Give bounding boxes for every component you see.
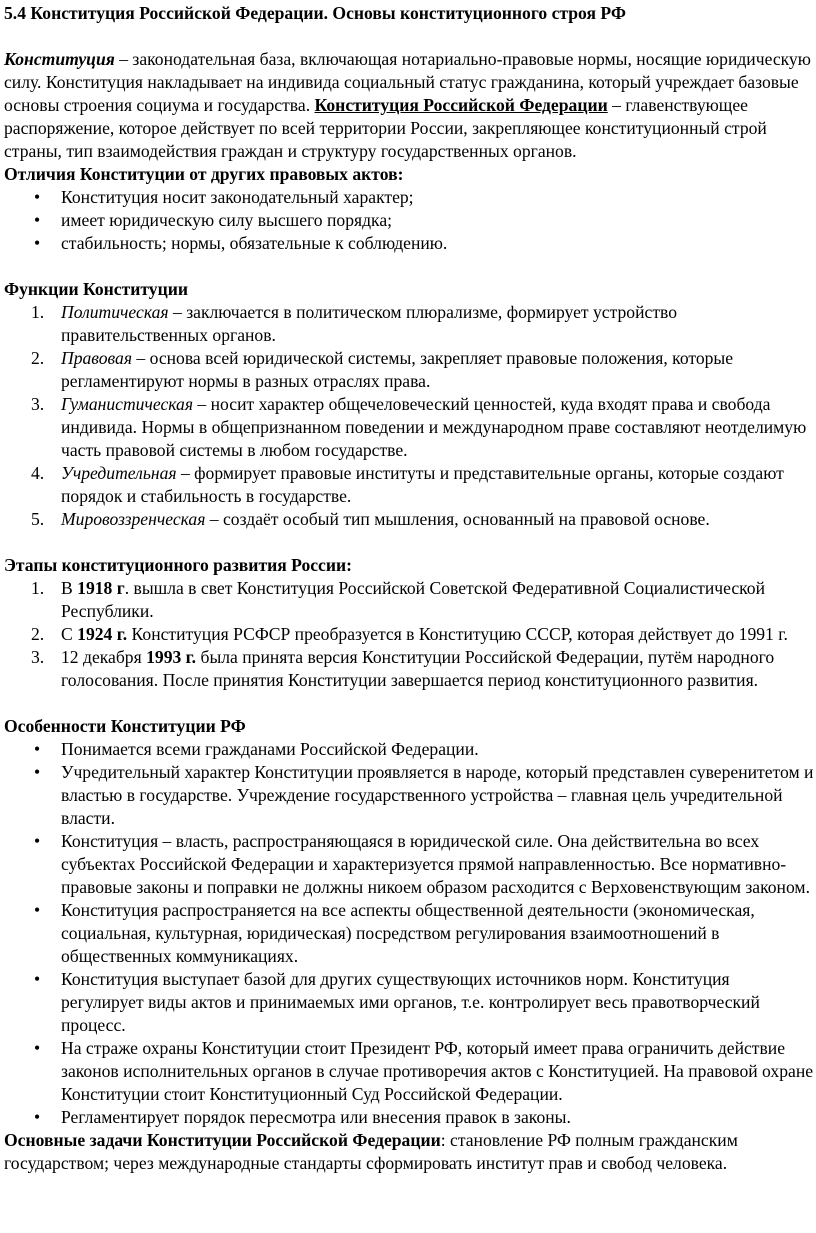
list-item: • Конституция – власть, распространяющаяся в юридической силе. Она действительна во всех субъектах Российской Федерации и характеризуется прямой направленностью. Все нормативно-правовые законы и поправки не должны никоем образом расходится с Верховенствующим законом. bbox=[4, 830, 814, 899]
function-text: – основа всей юридической системы, закрепляет правовые положения, которые регламентируют нормы в разных отраслях права. bbox=[61, 348, 734, 391]
page-title: 5.4 Конституция Российской Федерации. Основы конституционного строя РФ bbox=[4, 3, 626, 23]
list-item bbox=[4, 347, 814, 393]
list-item: • Конституция носит законодательный характер; bbox=[4, 186, 814, 209]
item-number: 1. bbox=[31, 578, 45, 598]
list-item: • имеет юридическую силу высшего порядка; bbox=[4, 209, 814, 232]
list-item: • стабильность; нормы, обязательные к соблюдению. bbox=[4, 232, 814, 255]
stage-year: 1918 г bbox=[77, 578, 125, 598]
item-number: 4. bbox=[31, 463, 45, 483]
list-item bbox=[4, 508, 814, 531]
functions-list bbox=[4, 301, 814, 531]
stage-prefix: 12 декабря bbox=[61, 647, 147, 667]
item-number: 3. bbox=[31, 647, 45, 667]
list-item bbox=[4, 462, 814, 508]
features-title: Особенности Конституции РФ bbox=[4, 716, 246, 736]
stage-year: 1993 г. bbox=[146, 647, 197, 667]
function-term: Гуманистическая bbox=[61, 394, 194, 414]
term-constitution-rf: Конституция Российской Федерации bbox=[314, 95, 608, 115]
features-list bbox=[4, 738, 814, 1129]
stage-year: 1924 г. bbox=[77, 624, 128, 644]
function-text: – формирует правовые институты и представительные органы, которые создают порядок и стабильность в государстве. bbox=[61, 463, 784, 506]
differences-title: Отличия Конституции от других правовых актов: bbox=[4, 164, 404, 184]
list-item bbox=[4, 577, 814, 623]
stage-text: . вышла в свет Конституция Российской Советской Федеративной Социалистической Республики. bbox=[61, 578, 766, 621]
item-number: 5. bbox=[31, 509, 45, 529]
tasks-text: : становление РФ полным гражданским государством; через международные стандарты сформировать институт прав и свобод человека. bbox=[4, 1130, 738, 1173]
function-text: – заключается в политическом плюрализме, формирует устройство правительственных органов. bbox=[61, 302, 677, 345]
list-item bbox=[4, 646, 814, 692]
term-constitution: Конституция bbox=[4, 49, 115, 69]
item-number: 3. bbox=[31, 394, 45, 414]
list-item: • Учредительный характер Конституции проявляется в народе, который представлен суверенитетом и властью в государстве. Учреждение государственного устройства – главная цель учредительной власти. bbox=[4, 761, 814, 830]
tasks-term: Основные задачи Конституции Российской Федерации bbox=[4, 1130, 441, 1150]
intro-text-2: – главенствующее распоряжение, которое действует по всей территории России, закрепляющее конституционный строй страны, тип взаимодействия граждан и структуру государственных органов. bbox=[4, 95, 767, 161]
list-item bbox=[4, 301, 814, 347]
item-number: 2. bbox=[31, 348, 45, 368]
item-number: 1. bbox=[31, 302, 45, 322]
stage-text: была принята версия Конституции Российской Федерации, путём народного голосования. После принятия Конституции завершается период конституционного развития. bbox=[61, 647, 775, 690]
function-term: Правовая bbox=[61, 348, 132, 368]
list-item bbox=[4, 393, 814, 462]
stages-title: Этапы конституционного развития России: bbox=[4, 555, 352, 575]
list-item: • Конституция распространяется на все аспекты общественной деятельности (экономическая, социальная, культурная, юридическая) посредством регулирования взаимоотношений в общественных коммуникациях. bbox=[4, 899, 814, 968]
list-item: • Понимается всеми гражданами Российской Федерации. bbox=[4, 738, 814, 761]
list-item bbox=[4, 623, 814, 646]
function-term: Учредительная bbox=[61, 463, 177, 483]
list-item: • На страже охраны Конституции стоит Президент РФ, который имеет права ограничить действие законов исполнительных органов в случае противоречия актов с Конституцией. На правовой охране Конституции стоит Конституционный Суд Российской Федерации. bbox=[4, 1037, 814, 1106]
stages-list bbox=[4, 577, 814, 692]
function-term: Мировоззренческая bbox=[61, 509, 206, 529]
function-text: – носит характер общечеловеческий ценностей, куда входят права и свобода индивида. Нормы в общепризнанном поведении и международном праве составляют неотделимую часть правовой системы в любом государстве. bbox=[61, 394, 807, 460]
stage-text: Конституция РСФСР преобразуется в Конституцию СССР, которая действует до 1991 г. bbox=[127, 624, 788, 644]
intro-text-1: – законодательная база, включающая нотариально-правовые нормы, носящие юридическую силу. Конституция накладывает на индивида социальный статус гражданина, который учреждает базовые основы строения социума и государства. bbox=[4, 49, 811, 115]
differences-list bbox=[4, 186, 814, 255]
functions-title: Функции Конституции bbox=[4, 279, 189, 299]
list-item: • Регламентирует порядок пересмотра или внесения правок в законы. bbox=[4, 1106, 814, 1129]
stage-prefix: В bbox=[61, 578, 78, 598]
list-item: • Конституция выступает базой для других существующих источников норм. Конституция регулирует виды актов и принимаемых ими органов, т.е. контролирует весь правотворческий процесс. bbox=[4, 968, 814, 1037]
intro-paragraph bbox=[4, 48, 814, 163]
function-term: Политическая bbox=[61, 302, 169, 322]
tasks-paragraph bbox=[4, 1129, 814, 1175]
function-text: – создаёт особый тип мышления, основанный на правовой основе. bbox=[205, 509, 710, 529]
item-number: 2. bbox=[31, 624, 45, 644]
stage-prefix: С bbox=[61, 624, 78, 644]
